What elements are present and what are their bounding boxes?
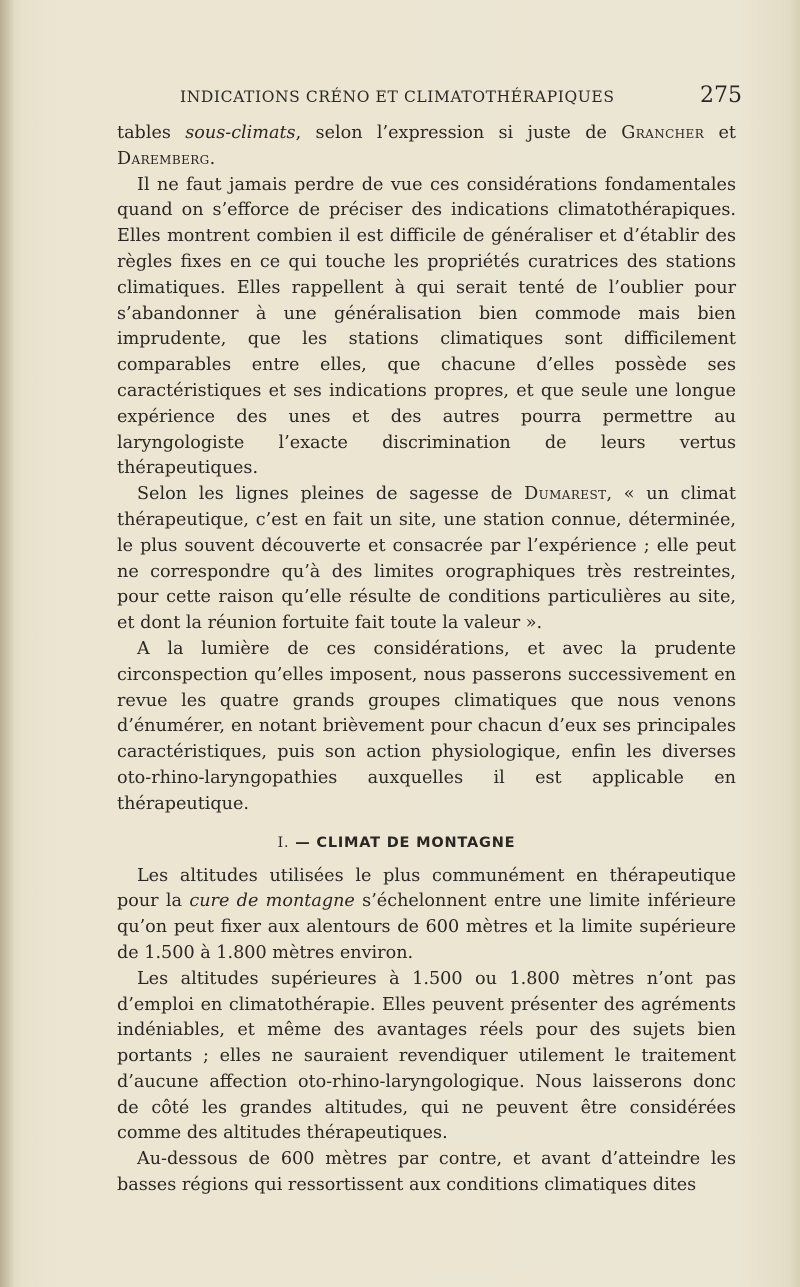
paragraph-2: Il ne faut jamais perdre de vue ces considérations fondamentales quand on s’efforce de préciser des indications climatothérapiques. Elles montrent combien il est difficile de généraliser et d’établir des règles fixes en ce qui touche les propriétés curatrices des stations climatiques. Elles rappellent à qui serait tenté de l’oublier pour s’abandonner à une généralisation bien commode mais bien imprudente, que les stations climatiques sont difficilement comparables entre elles, que chacune d’elles possède ses caractéristiques et ses indications propres, et que seule une longue expérience des unes et des autres pourra permettre au laryngologiste l’exacte discrimination de leurs vertus thérapeutiques. xyxy=(117,174,736,479)
body-text xyxy=(117,121,736,1199)
running-head-title: INDICATIONS CRÉNO ET CLIMATOTHÉRAPIQUES xyxy=(180,88,615,106)
paragraph-3: Selon les lignes pleines de sagesse de Dumarest, « un climat thérapeutique, c’est en fait un site, une station connue, déterminée, le plus souvent découverte et consacrée par l’expérience ; elle peut ne correspondre qu’à des limites orographiques très restreintes, pour cette raison qu’elle résulte de conditions particulières au site, et dont la réunion fortuite fait toute la valeur ». xyxy=(117,484,736,634)
section-number: I. xyxy=(277,834,290,851)
author-name: Dumarest xyxy=(524,484,607,505)
paragraph-6: Les altitudes supérieures à 1.500 ou 1.800 mètres n’ont pas d’emploi en climatothérapie. Elles peuvent présenter des agréments indéniables, et même des avantages réels pour des sujets bien portants ; elles ne sauraient revendiquer utilement le traitement d’aucune affection oto-rhino-laryngologique. Nous laisserons donc de côté les grandes altitudes, qui ne peuvent être considérées comme des altitudes thérapeutiques. xyxy=(117,968,736,1144)
section-heading xyxy=(117,832,736,854)
section-title: — CLIMAT DE MONTAGNE xyxy=(295,834,516,851)
running-head xyxy=(0,84,800,110)
paragraph-4: A la lumière de ces considérations, et avec la prudente circonspection qu’elles imposent, nous passerons successivement en revue les quatre grands groupes climatiques que nous venons d’énumérer, en notant brièvement pour chacun d’eux ses principales caractéristiques, puis son action physiologique, enfin les diverses oto-rhino-laryngopathies auxquelles il est applicable en thérapeutique. xyxy=(117,638,736,814)
page-number: 275 xyxy=(700,83,742,108)
author-name: Grancher xyxy=(621,123,705,143)
author-name: Daremberg xyxy=(117,148,210,169)
paragraph-5: Les altitudes utilisées le plus communément en thérapeutique pour la cure de montagne s’échelonnent entre une limite inférieure qu’on peut fixer aux alentours de 600 mètres et la limite supérieure de 1.500 à 1.800 mètres environ. xyxy=(117,865,737,963)
paragraph-1: tables sous-climats, selon l’expression si juste de Grancher et Daremberg. xyxy=(117,123,737,169)
page-binding-shadow xyxy=(0,0,14,1287)
paragraph-7: Au-dessous de 600 mètres par contre, et avant d’atteindre les basses régions qui ressortissent aux conditions climatiques dites xyxy=(117,1149,736,1196)
